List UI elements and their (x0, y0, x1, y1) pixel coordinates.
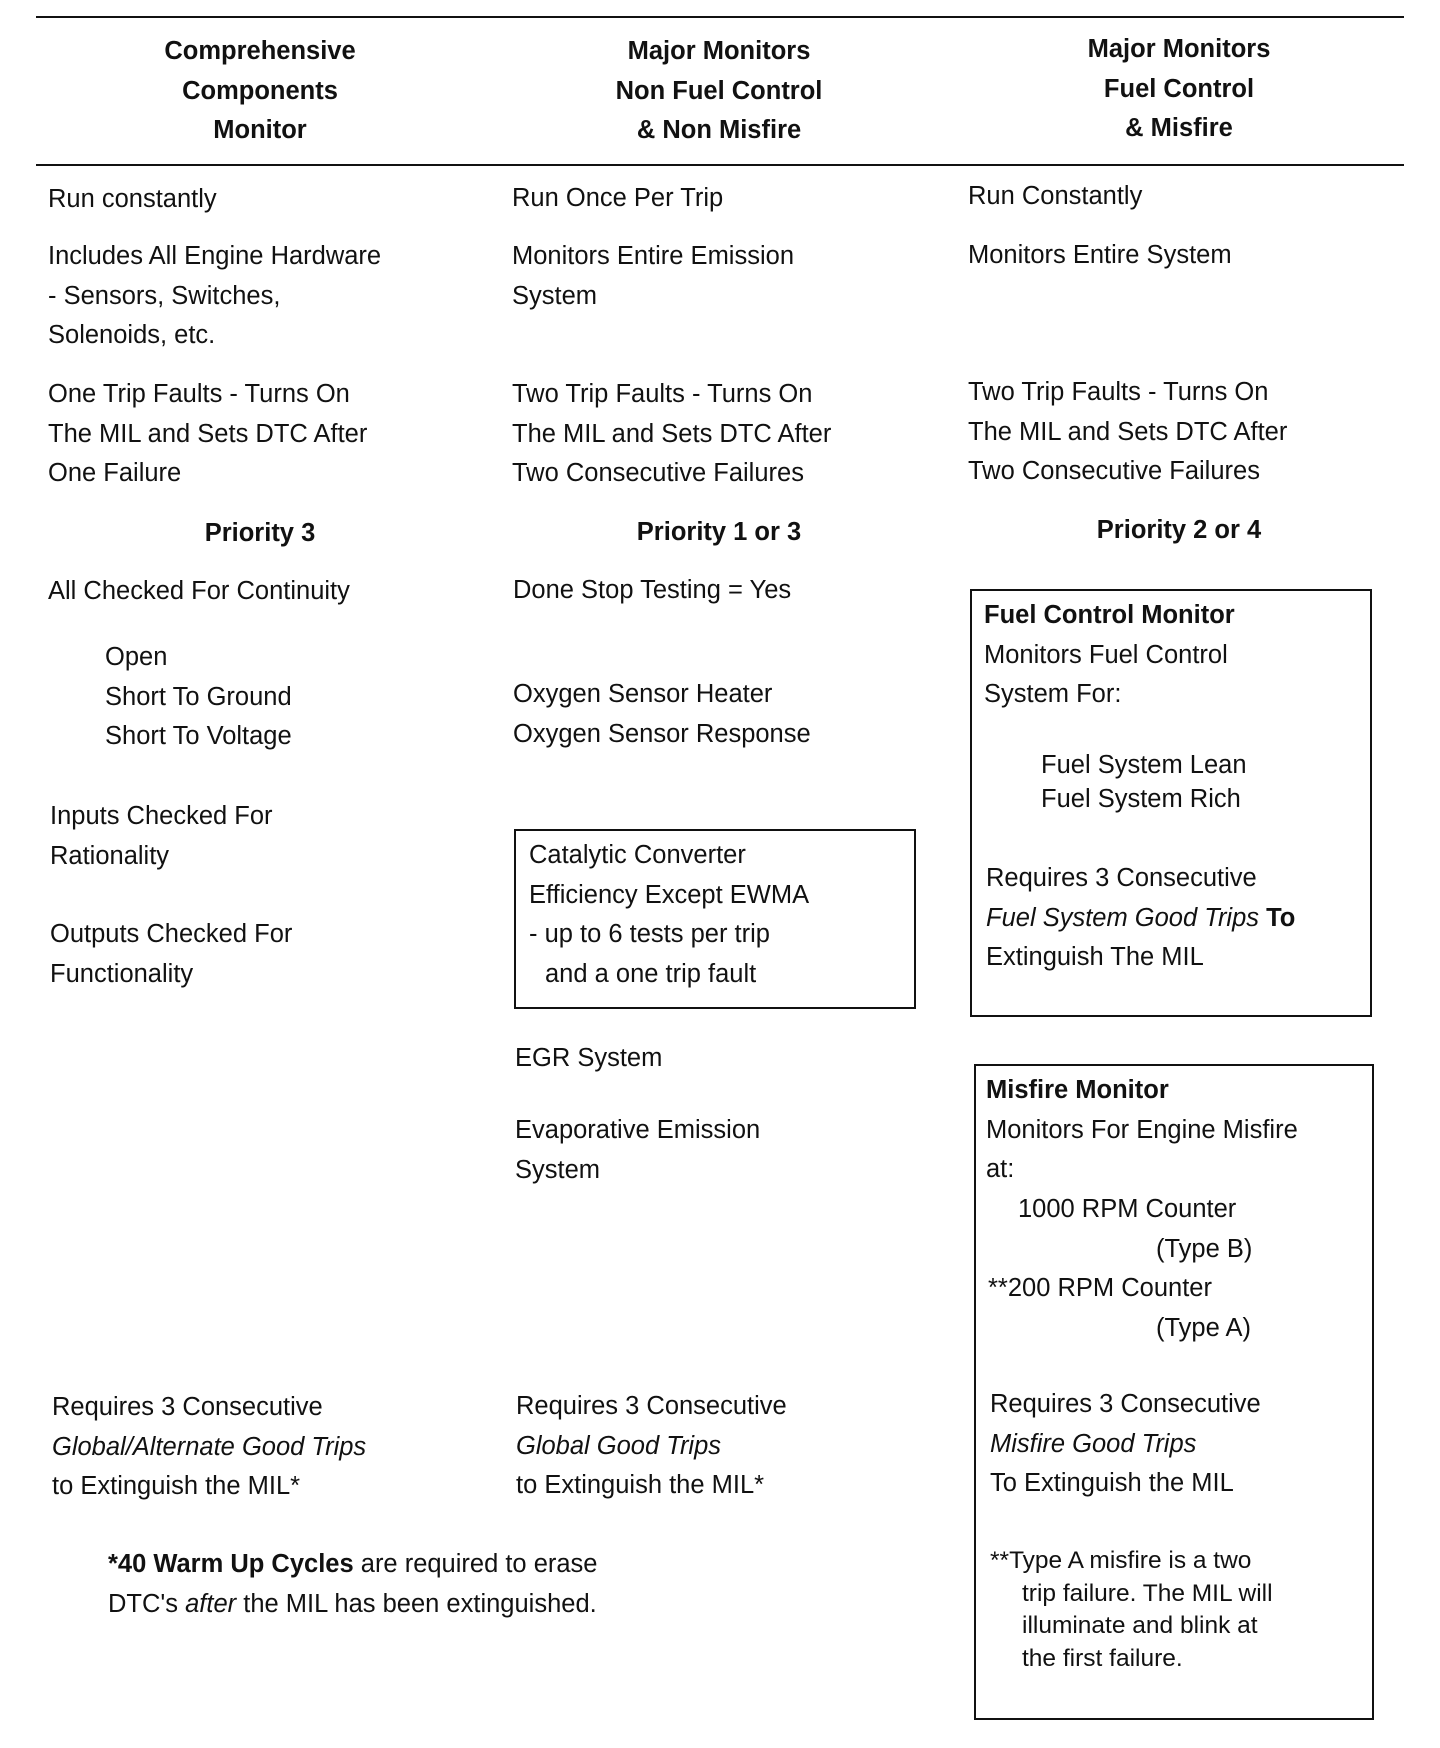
col1-inputs-line1: Inputs Checked For (50, 802, 273, 830)
footnote-line2-a: DTC's (108, 1589, 186, 1618)
fuel-control-req-italic: Fuel System Good Trips (986, 903, 1260, 932)
col2-o2-response: Oxygen Sensor Response (513, 719, 811, 748)
header-col2-line3: & Non Misfire (636, 116, 802, 144)
header-col2 (489, 32, 949, 151)
header-col1-line3: Monitor (213, 116, 307, 144)
col1-continuity-voltage: Short To Voltage (105, 722, 292, 750)
col3-faults (968, 373, 1287, 492)
fuel-control-req2 (986, 899, 1295, 939)
header-col1-line1: Comprehensive (164, 37, 356, 65)
misfire-note-line2: trip failure. The MIL will (1022, 1579, 1273, 1607)
col2-faults-line2: The MIL and Sets DTC After (512, 419, 832, 448)
header-col3 (949, 30, 1409, 149)
header-col2-line1: Major Monitors (627, 37, 811, 65)
col2-o2-heater: Oxygen Sensor Heater (513, 680, 773, 708)
misfire-note-line4: the first failure. (1022, 1644, 1183, 1672)
col2-evap (515, 1111, 760, 1190)
misfire-head (986, 1071, 1298, 1190)
catalytic-line2: Efficiency Except EWMA (529, 880, 810, 909)
col1-faults-line2: The MIL and Sets DTC After (48, 419, 368, 448)
col1-includes-line1: Includes All Engine Hardware (48, 242, 382, 270)
misfire-type2: (Type A) (1156, 1314, 1251, 1342)
misfire-note-line1: **Type A misfire is a two (990, 1547, 1252, 1574)
col1-run: Run constantly (48, 185, 217, 213)
col1-continuity-ground: Short To Ground (105, 682, 292, 711)
col1-continuity: All Checked For Continuity (48, 577, 350, 605)
col2-faults (512, 375, 831, 494)
fuel-control-line1: Monitors Fuel Control (984, 640, 1228, 669)
misfire-counter2: **200 RPM Counter (988, 1274, 1212, 1302)
footnote-rest1: are required to erase (353, 1550, 598, 1578)
fuel-control-title: Fuel Control Monitor (984, 601, 1235, 629)
col2-o2 (513, 675, 811, 754)
col2-requires-line1: Requires 3 Consecutive (516, 1392, 787, 1420)
col2-evap-line2: System (515, 1155, 601, 1184)
col2-monitors-line1: Monitors Entire Emission (512, 242, 795, 270)
col3-faults-line1: Two Trip Faults - Turns On (968, 378, 1269, 406)
header-col1-line2: Components (182, 76, 338, 105)
header-col3-line1: Major Monitors (1087, 35, 1271, 63)
col2-priority: Priority 1 or 3 (636, 518, 802, 546)
col1-outputs-line1: Outputs Checked For (50, 920, 293, 948)
col1-requires (52, 1388, 366, 1507)
col1-includes-line2: - Sensors, Switches, (48, 281, 281, 310)
catalytic-line4: and a one trip fault (545, 959, 757, 988)
col1-outputs-line2: Functionality (50, 959, 194, 988)
catalytic-text (529, 836, 809, 994)
col2-monitors-line2: System (512, 281, 598, 310)
fuel-control-line2: System For: (984, 680, 1122, 708)
misfire-line2: at: (986, 1155, 1015, 1183)
col2-run: Run Once Per Trip (512, 184, 724, 212)
catalytic-line1: Catalytic Converter (529, 841, 746, 869)
col2-egr: EGR System (515, 1044, 663, 1072)
col2-requires-line3: to Extinguish the MIL* (516, 1471, 765, 1499)
col1-requires-line3: to Extinguish the MIL* (52, 1472, 301, 1500)
misfire-requires (990, 1385, 1261, 1504)
header-col1 (30, 32, 490, 151)
col1-includes (48, 237, 381, 356)
fuel-control-items (1041, 748, 1247, 816)
misfire-title: Misfire Monitor (986, 1076, 1169, 1104)
col3-run: Run Constantly (968, 182, 1143, 210)
footnote-line2-b: the MIL has been extinguished. (236, 1589, 597, 1618)
misfire-counter1: 1000 RPM Counter (1018, 1195, 1237, 1223)
col1-continuity-open: Open (105, 643, 168, 671)
col1-continuity-list (105, 638, 292, 757)
fuel-system-lean: Fuel System Lean (1041, 751, 1247, 779)
misfire-req3: To Extinguish the MIL (990, 1469, 1234, 1497)
col1-includes-line3: Solenoids, etc. (48, 321, 216, 349)
misfire-note (990, 1545, 1273, 1675)
col3-priority: Priority 2 or 4 (1096, 516, 1262, 544)
col3-faults-line3: Two Consecutive Failures (968, 457, 1260, 485)
fuel-system-rich: Fuel System Rich (1041, 785, 1241, 813)
col1-priority: Priority 3 (204, 519, 316, 547)
footnote-line2-italic: after (185, 1589, 237, 1618)
col1-faults-line1: One Trip Faults - Turns On (48, 380, 350, 408)
col1-faults (48, 375, 367, 494)
catalytic-line3: - up to 6 tests per trip (529, 920, 770, 948)
col1-inputs-line2: Rationality (50, 841, 170, 870)
col3-faults-line2: The MIL and Sets DTC After (968, 417, 1288, 446)
fuel-control-req1: Requires 3 Consecutive (986, 864, 1257, 892)
col1-requires-italic: Global/Alternate Good Trips (52, 1432, 367, 1461)
misfire-type1: (Type B) (1156, 1235, 1253, 1263)
col1-faults-line3: One Failure (48, 459, 182, 487)
footnote (108, 1545, 597, 1624)
fuel-control-req-bold: To (1266, 903, 1296, 932)
footnote-line1 (108, 1545, 597, 1585)
top-rule (36, 16, 1404, 18)
col2-requires-italic: Global Good Trips (516, 1431, 722, 1460)
col2-requires (516, 1387, 787, 1506)
col1-requires-line1: Requires 3 Consecutive (52, 1393, 323, 1421)
fuel-control-requires (986, 859, 1295, 978)
misfire-line1: Monitors For Engine Misfire (986, 1115, 1298, 1144)
col2-done: Done Stop Testing = Yes (513, 576, 792, 604)
col1-inputs (50, 797, 273, 876)
col2-monitors (512, 237, 794, 316)
footnote-line2 (108, 1585, 597, 1625)
misfire-req-italic: Misfire Good Trips (990, 1429, 1197, 1458)
misfire-note-line3: illuminate and blink at (1022, 1612, 1258, 1639)
header-col2-line2: Non Fuel Control (615, 76, 823, 105)
header-col3-line2: Fuel Control (1103, 74, 1255, 103)
col1-outputs (50, 915, 292, 994)
misfire-req1: Requires 3 Consecutive (990, 1390, 1261, 1418)
col2-evap-line1: Evaporative Emission (515, 1116, 761, 1144)
header-rule (36, 164, 1404, 166)
fuel-control-req3: Extinguish The MIL (986, 943, 1204, 971)
col3-monitors: Monitors Entire System (968, 241, 1232, 269)
header-col3-line3: & Misfire (1125, 114, 1233, 142)
footnote-bold: *40 Warm Up Cycles (108, 1550, 354, 1578)
col2-faults-line3: Two Consecutive Failures (512, 459, 804, 487)
fuel-control-head (984, 596, 1235, 715)
col2-faults-line1: Two Trip Faults - Turns On (512, 380, 813, 408)
